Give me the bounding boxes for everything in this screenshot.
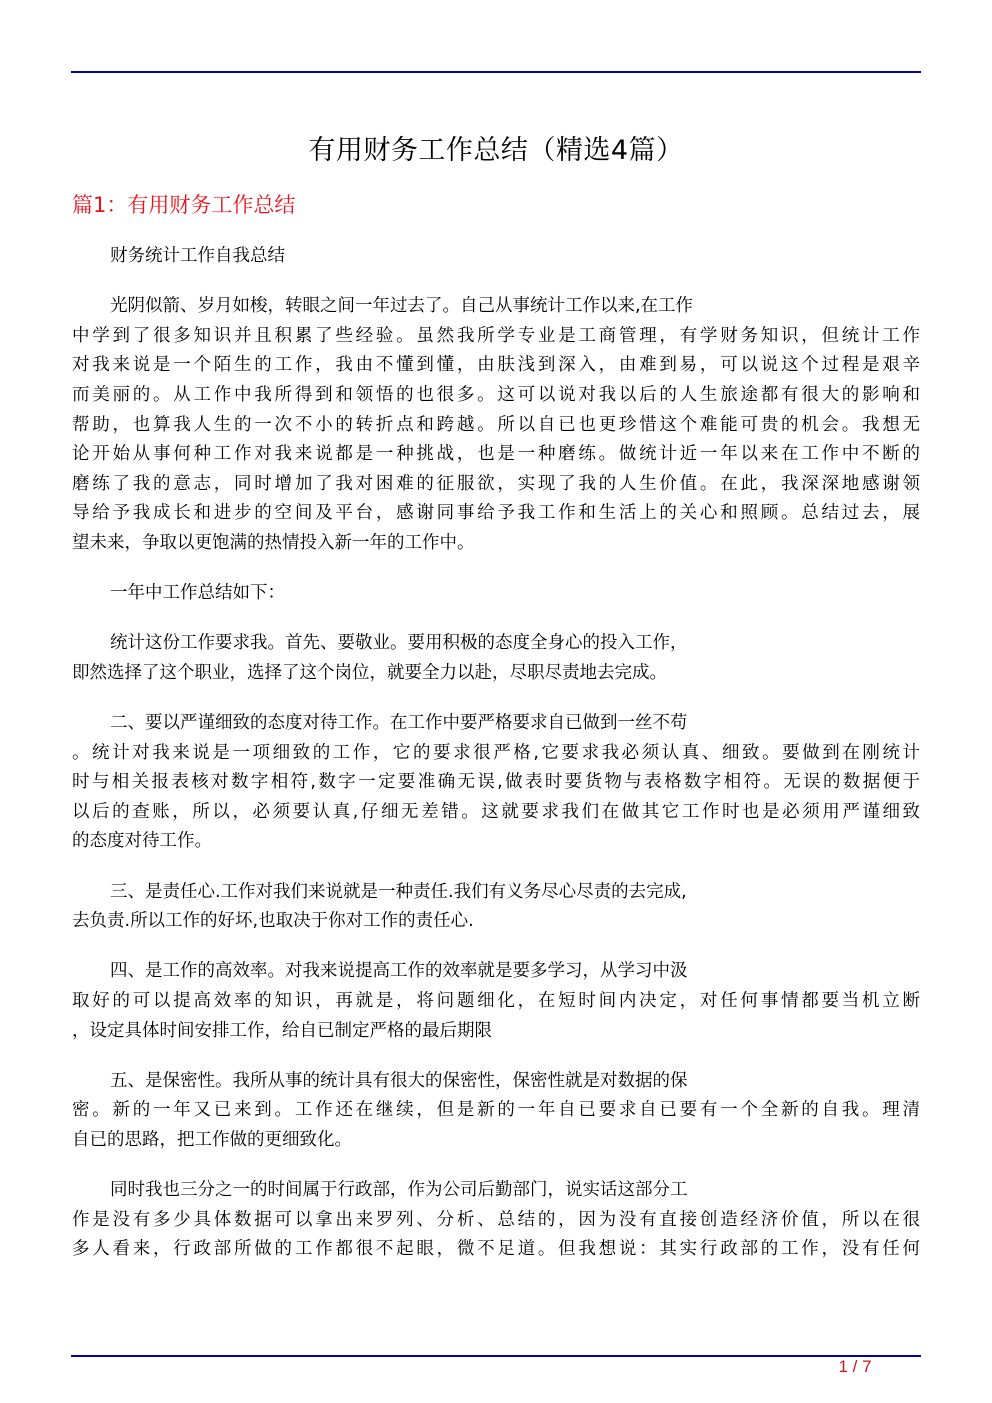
text-line: 去负责.所以工作的好坏,也取决于你对工作的责任心.	[72, 911, 474, 932]
text-line: 。统计对我来说是一项细致的工作，它的要求很严格,它要求我必须认真、细致。要做到在刚统计	[72, 742, 920, 763]
text-line: 而美丽的。从工作中我所得到和领悟的也很多。这可以说对我以后的人生旅途都有很大的影响和	[72, 384, 920, 405]
text-line: 时与相关报表核对数字相符,数字一定要准确无误,做表时要货物与表格数字相符。无误的数据便于	[72, 772, 920, 793]
text-line: 磨练了我的意志，同时增加了我对困难的征服欲，实现了我的人生价值。在此，我深深地感谢领	[72, 473, 920, 494]
text-line: 二、要以严谨细致的态度对待工作。在工作中要严格要求自已做到一丝不苟	[110, 713, 688, 734]
text-line: 自已的思路，把工作做的更细致化。	[72, 1130, 352, 1150]
text-line: 望未来，争取以更饱满的热情投入新一年的工作中。	[72, 532, 475, 553]
text-line: 一年中工作总结如下：	[110, 583, 285, 604]
header-rule	[71, 71, 921, 73]
text-line: 取好的可以提高效率的知识，再就是，将问题细化，在短时间内决定，对任何事情都要当机立断	[72, 991, 920, 1012]
text-line: 帮助，也算我人生的一次不小的转折点和跨越。所以自已也更珍惜这个难能可贵的机会。我想无	[72, 414, 920, 435]
text-line: 财务统计工作自我总结	[110, 246, 285, 266]
text-line: 论开始从事何种工作对我来说都是一种挑战，也是一种磨练。做统计近一年以来在工作中不断的	[72, 444, 920, 465]
text-line: 中学到了很多知识并且积累了些经验。虽然我所学专业是工商管理，有学财务知识，但统计工作	[72, 325, 920, 346]
text-line: 统计这份工作要求我。首先、要敬业。要用积极的态度全身心的投入工作，	[110, 633, 688, 654]
text-line: 多人看来，行政部所做的工作都很不起眼，微不足道。但我想说：其实行政部的工作，没有任何	[72, 1239, 920, 1260]
text-line: 五、是保密性。我所从事的统计具有很大的保密性，保密性就是对数据的保	[110, 1070, 688, 1091]
section-heading: 篇1：有用财务工作总结	[72, 193, 296, 217]
paragraph	[72, 709, 920, 857]
text-line: 作是没有多少具体数据可以拿出来罗列、分析、总结的，因为没有直接创造经济价值，所以在很	[72, 1209, 920, 1230]
paragraph	[72, 957, 920, 1046]
text-line: 对我来说是一个陌生的工作，我由不懂到懂，由肤浅到深入，由难到易，可以说这个过程是艰辛	[72, 355, 920, 376]
page-number: 1 / 7	[838, 1357, 872, 1376]
text-line: ，设定具体时间安排工作，给自已制定严格的最后期限	[72, 1020, 492, 1041]
text-line: 导给予我成长和进步的空间及平台，感谢同事给予我工作和生活上的关心和照顾。总结过去，展	[72, 503, 920, 524]
text-line: 的态度对待工作。	[72, 831, 212, 852]
text-line: 同时我也三分之一的时间属于行政部，作为公司后勤部门，说实话这部分工	[110, 1180, 688, 1201]
text-line: 四、是工作的高效率。对我来说提高工作的效率就是要多学习，从学习中汲	[110, 961, 688, 982]
document-body	[72, 242, 920, 1286]
text-line: 光阴似箭、岁月如梭，转眼之间一年过去了。自己从事统计工作以来,在工作	[110, 296, 694, 317]
text-line: 即然选择了这个职业，选择了这个岗位，就要全力以赴，尽职尽责地去完成。	[72, 662, 667, 683]
footer-rule	[71, 1355, 921, 1357]
paragraph	[72, 1176, 920, 1265]
paragraph	[72, 292, 920, 558]
paragraph	[72, 878, 920, 937]
paragraph	[72, 629, 920, 688]
paragraph	[72, 579, 920, 609]
document-title: 有用财务工作总结（精选4篇）	[308, 135, 684, 166]
paragraph	[72, 1067, 920, 1156]
paragraph	[72, 242, 920, 272]
text-line: 三、是责任心.工作对我们来说就是一种责任.我们有义务尽心尽责的去完成,	[110, 881, 687, 902]
text-line: 以后的查账，所以，必须要认真,仔细无差错。这就要求我们在做其它工作时也是必须用严谨细致	[72, 801, 920, 822]
text-line: 密。新的一年又已来到。工作还在继续，但是新的一年自已要求自已要有一个全新的自我。理清	[72, 1100, 920, 1121]
